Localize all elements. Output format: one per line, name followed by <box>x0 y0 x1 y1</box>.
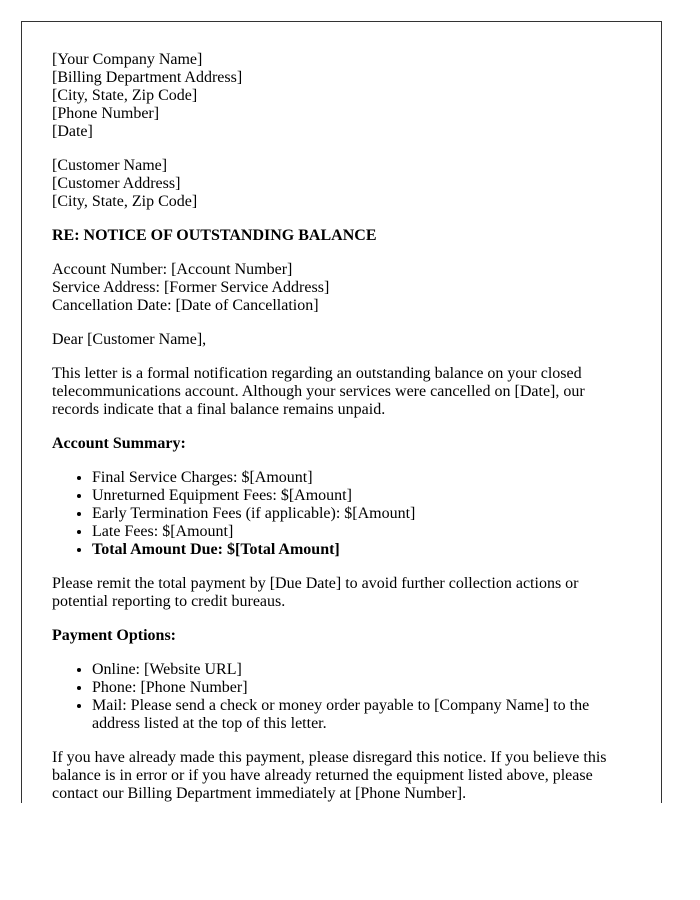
letter-date: [Date] <box>52 123 93 140</box>
sender-department-address: [Billing Department Address] <box>52 69 243 86</box>
list-item-total-amount-due: • Total Amount Due: $[Total Amount] <box>92 541 631 559</box>
account-summary-heading: Account Summary: <box>52 435 186 452</box>
payment-options-list <box>52 661 631 733</box>
letter-page <box>21 21 662 803</box>
list-item-online: • Online: [Website URL] <box>92 661 631 679</box>
intro-paragraph: This letter is a formal notification regarding an outstanding balance on your closed telecommunications account. Although your services were cancelled on [Date], our records indicate that a final balance remains unpaid. <box>52 365 585 418</box>
recipient-city-state-zip: [City, State, Zip Code] <box>52 193 198 210</box>
recipient-name: [Customer Name] <box>52 157 168 174</box>
payment-options-heading: Payment Options: <box>52 627 176 644</box>
subject-line: RE: NOTICE OF OUTSTANDING BALANCE <box>52 227 377 244</box>
list-item-early-termination-fees: • Early Termination Fees (if applicable): $[Amount] <box>92 505 631 523</box>
remit-paragraph: Please remit the total payment by [Due Date] to avoid further collection actions or potential reporting to credit bureaus. <box>52 575 579 610</box>
recipient-address: [Customer Address] <box>52 175 181 192</box>
account-details-block <box>52 261 631 315</box>
list-item-phone: • Phone: [Phone Number] <box>92 679 631 697</box>
sender-city-state-zip: [City, State, Zip Code] <box>52 87 198 104</box>
cancellation-date-line: Cancellation Date: [Date of Cancellation] <box>52 297 319 314</box>
list-item-mail: • Mail: Please send a check or money order payable to [Company Name] to the address listed at the top of this letter. <box>92 697 631 733</box>
salutation: Dear [Customer Name], <box>52 331 207 348</box>
sender-company-name: [Your Company Name] <box>52 51 203 68</box>
service-address-line: Service Address: [Former Service Address] <box>52 279 330 296</box>
list-item-late-fees: • Late Fees: $[Amount] <box>92 523 631 541</box>
account-summary-list <box>52 469 631 559</box>
list-item-unreturned-equipment-fees: • Unreturned Equipment Fees: $[Amount] <box>92 487 631 505</box>
closing-paragraph: If you have already made this payment, please disregard this notice. If you believe this balance is in error or if you have already returned the equipment listed above, please contact our Billing Department immediately at [Phone Number]. <box>52 749 607 802</box>
sender-phone-number: [Phone Number] <box>52 105 160 122</box>
list-item-final-service-charges: • Final Service Charges: $[Amount] <box>92 469 631 487</box>
account-number-line: Account Number: [Account Number] <box>52 261 293 278</box>
recipient-address-block <box>52 157 631 211</box>
sender-address-block <box>52 51 631 141</box>
